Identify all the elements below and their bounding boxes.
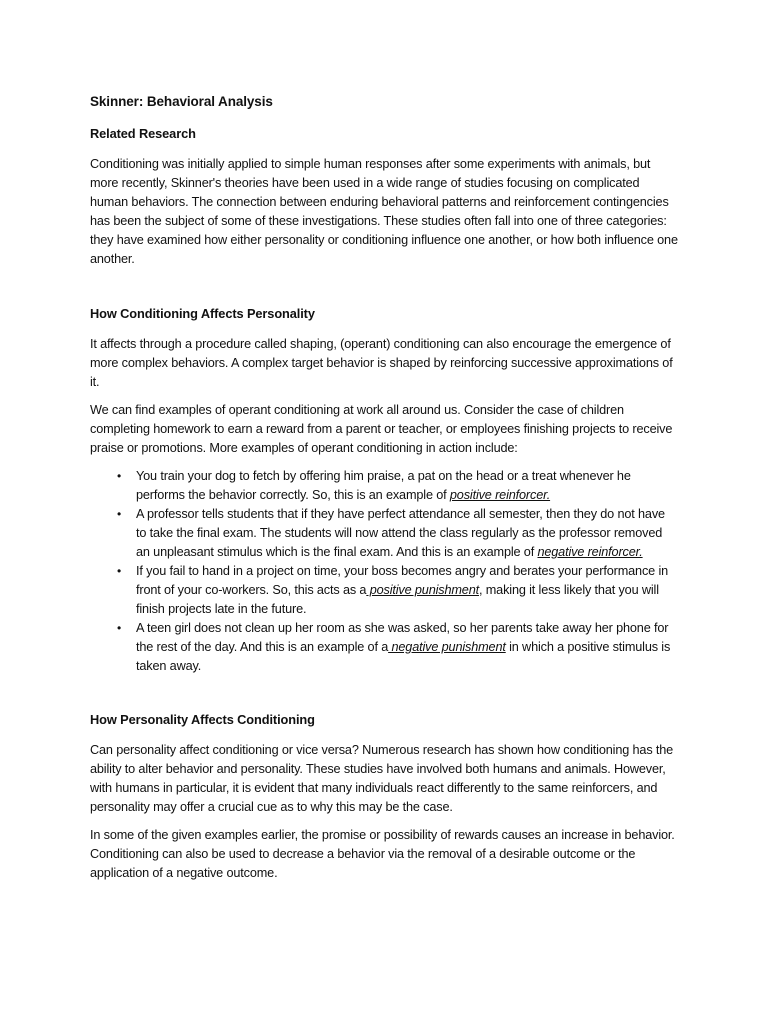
list-item [90, 619, 678, 676]
bullet-icon: • [117, 564, 122, 578]
bullet-icon: • [117, 621, 122, 635]
list-item [90, 505, 678, 562]
heading-conditioning-affects-personality: How Conditioning Affects Personality [90, 306, 315, 321]
bullet-icon: • [117, 469, 122, 483]
bullet-text: A professor tells students that if they have perfect attendance all semester, then they do not have to take the final exam. The students will now attend the class regularly as the professor removed an unpleasant stimulus which is the final exam. And this is an example of [136, 507, 665, 559]
term-emphasis: negative punishment [388, 640, 506, 654]
list-item [90, 562, 678, 619]
examples-list [90, 467, 678, 676]
term-emphasis: positive reinforcer. [449, 488, 551, 502]
term-emphasis: negative reinforcer. [537, 545, 643, 559]
paragraph-rewards-example: In some of the given examples earlier, the promise or possibility of rewards causes an increase in behavior. Conditioning can also be used to decrease a behavior via the removal of a desirable outcome or the application of a negative outcome. [90, 828, 675, 880]
paragraph-operant-examples: We can find examples of operant conditioning at work all around us. Consider the case of children completing homework to earn a reward from a parent or teacher, or employees finishing projects to receive praise or promotions. More examples of operant conditioning in action include: [90, 403, 673, 455]
bullet-icon: • [117, 507, 122, 521]
term-emphasis: positive punishment [366, 583, 479, 597]
list-item [90, 467, 678, 505]
bullet-text: A teen girl does not clean up her room as she was asked, so her parents take away her phone for the rest of the day. And this is an example of a [136, 621, 669, 654]
bullet-text: You train your dog to fetch by offering him praise, a pat on the head or a treat whenever he performs the behavior correctly. So, this is an example of [136, 469, 631, 502]
heading-personality-affects-conditioning: How Personality Affects Conditioning [90, 712, 315, 727]
paragraph-personality-effects: Can personality affect conditioning or vice versa? Numerous research has shown how conditioning has the ability to alter behavior and personality. These studies have involved both humans and animals. However, with humans in particular, it is evident that many individuals react differently to the same reinforcers, and personality may offer a crucial cue as to why this may be the case. [90, 743, 674, 814]
bullet-text-after: , making it less likely that you will finish projects late in the future. [136, 583, 659, 616]
heading-related-research: Related Research [90, 126, 196, 141]
bullet-text-after: in which a positive stimulus is taken away. [136, 640, 671, 673]
bullet-text: If you fail to hand in a project on time, your boss becomes angry and berates your performance in front of your co-workers. So, this acts as a [136, 564, 669, 597]
paragraph-shaping: It affects through a procedure called shaping, (operant) conditioning can also encourage the emergence of more complex behaviors. A complex target behavior is shaped by reinforcing successive approximations of it. [90, 337, 673, 389]
document-title: Skinner: Behavioral Analysis [90, 94, 273, 109]
paragraph-related-research: Conditioning was initially applied to simple human responses after some experiments with animals, but more recently, Skinner's theories have been used in a wide range of studies focusing on complicated human behaviors. The connection between enduring behavioral patterns and reinforcement contingencies has been the subject of some of these investigations. These studies often fall into one of three categories: they have examined how either personality or conditioning influence one another, or how both influence one another. [90, 157, 678, 266]
